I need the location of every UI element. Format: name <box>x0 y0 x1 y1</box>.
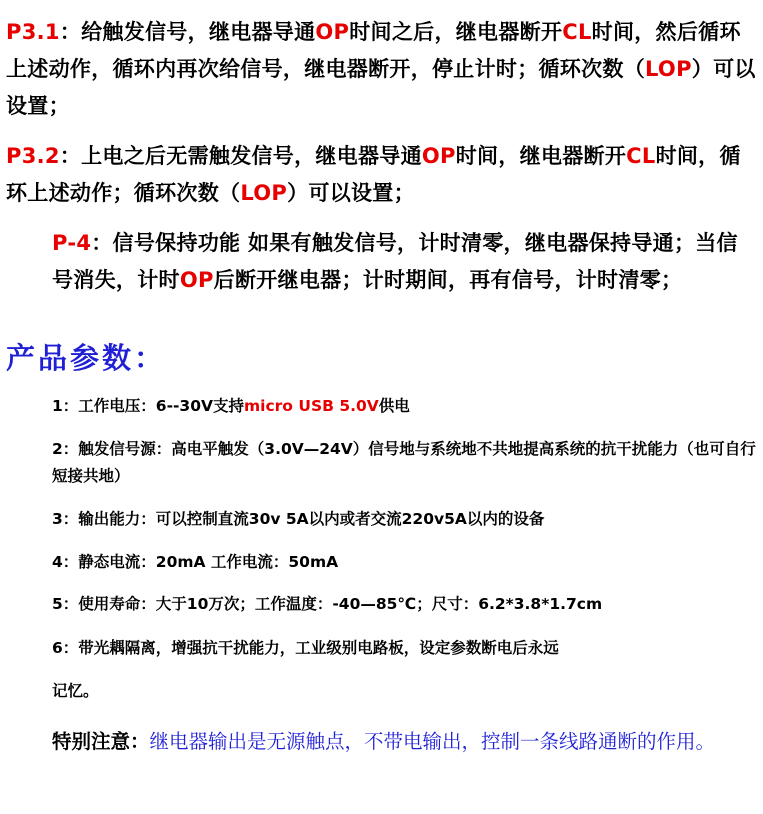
param-item-voltage-text-a: 1：工作电压：6--30V支持 <box>52 397 245 415</box>
mode-p4-text-1: ：信号保持功能 如果有触发信号，计时清零，继电器保持导通；当信号消失，计时 <box>52 231 738 292</box>
mode-p4-description <box>52 225 757 299</box>
mode-p4-label: P-4 <box>52 231 92 255</box>
mode-p3-1-text-2: 时间之后，继电器断开 <box>349 20 563 44</box>
section-title-product-params: 产品参数： <box>6 341 167 375</box>
mode-p3-1-op: OP <box>315 20 350 44</box>
mode-p3-2-description <box>6 138 756 212</box>
mode-p3-1-label: P3.1 <box>6 20 60 44</box>
param-item-lifetime: 5：使用寿命：大于10万次；工作温度：-40—85℃；尺寸：6.2*3.8*1.7cm <box>52 595 603 613</box>
special-notice <box>52 723 757 761</box>
mode-p3-2-text-4: ）可以设置； <box>287 181 415 205</box>
param-item-voltage-usb: micro USB 5.0V <box>244 397 379 415</box>
special-notice-text: 继电器输出是无源触点，不带电输出，控制一条线路通断的作用。 <box>149 730 716 753</box>
param-item-output-capacity: 3：输出能力：可以控制直流30v 5A以内或者交流220v5A以内的设备 <box>52 510 545 528</box>
mode-p3-1-description <box>6 14 756 125</box>
param-item-voltage-text-c: 供电 <box>378 397 410 415</box>
mode-p3-2-cl: CL <box>626 144 656 168</box>
mode-p3-1-text-4: ）可以设置； <box>6 57 756 118</box>
param-item-voltage <box>52 393 757 420</box>
param-item-isolation: 6：带光耦隔离，增强抗干扰能力，工业级别电路板，设定参数断电后永远 <box>52 639 559 657</box>
mode-p3-1-text-1: ：给触发信号，继电器导通 <box>59 20 316 44</box>
mode-p3-2-op: OP <box>421 144 456 168</box>
mode-p3-2-label: P3.2 <box>6 144 60 168</box>
mode-p3-2-text-1: ：上电之后无需触发信号，继电器导通 <box>59 144 422 168</box>
param-item-trigger-source: 2：触发信号源：高电平触发（3.0V—24V）信号地与系统地不共地提高系统的抗干扰能力（也可自行短接共地） <box>52 440 756 485</box>
param-item-current: 4：静态电流：20mA 工作电流：50mA <box>52 553 339 571</box>
mode-p3-2-text-3: 时间，循环上述动作；循环次数（ <box>6 144 741 205</box>
mode-p3-1-cl: CL <box>562 20 592 44</box>
mode-p3-2-lop: LOP <box>240 181 288 205</box>
mode-p4-op: OP <box>179 268 214 292</box>
param-item-isolation-continued: 记忆。 <box>52 682 99 700</box>
mode-p4-text-2: 后断开继电器；计时期间，再有信号，计时清零； <box>213 268 683 292</box>
special-notice-label: 特别注意： <box>52 730 150 753</box>
mode-p3-1-lop: LOP <box>645 57 692 81</box>
mode-p3-1-text-3: 时间，然后循环上述动作，循环内再次给信号，继电器断开，停止计时；循环次数（ <box>6 20 741 81</box>
mode-p3-2-text-2: 时间，继电器断开 <box>455 144 627 168</box>
